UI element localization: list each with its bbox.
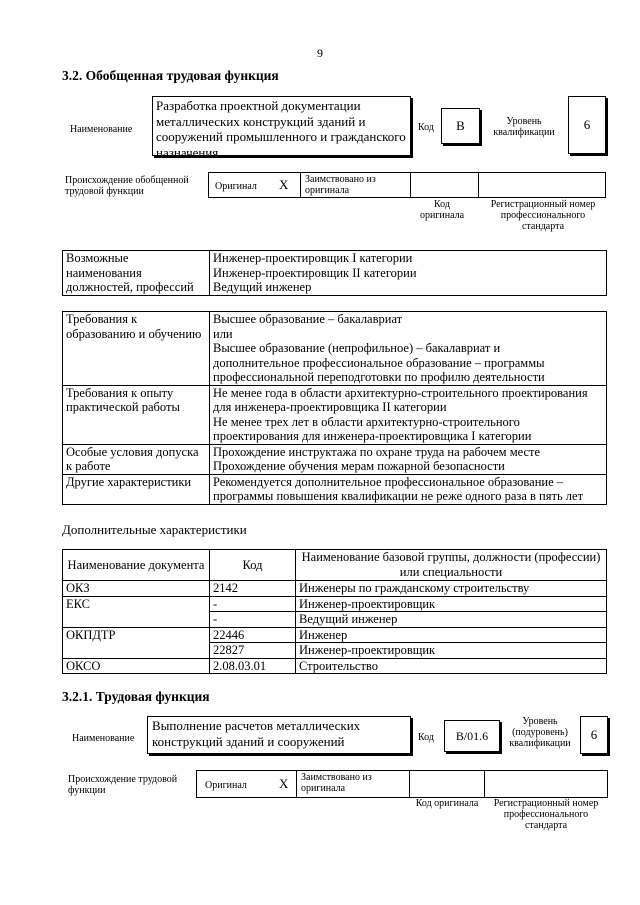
divider [484,771,485,797]
original-label: Оригинал [205,780,247,791]
code-label: Код [418,732,434,743]
task-name: Выполнение расчетов металлических конструкций зданий и сооружений [152,718,361,749]
row-group: Строительство [296,658,607,674]
position-item: Инженер-проектировщик II категории [213,265,417,280]
origin-label: Происхождение обобщенной трудовой функции [65,175,189,197]
req-label: Требования к образованию и обучению [63,312,210,386]
level-label: Уровень (подуровень) квалификации [509,716,571,749]
code-original-label: Код оригинала [415,798,479,809]
level-value: 6 [580,716,608,754]
code-label: Код [418,122,434,133]
req-line: дополнительное профессиональное образование – программы [213,355,545,370]
row-group: Инженер-проектировщик [296,596,607,612]
code-original-label: Код оригинала [419,199,465,221]
req-label: Особые условия допуска к работе [63,444,210,474]
row-code: 2142 [210,581,296,597]
req-line: Прохождение обучения мерам пожарной безопасности [213,459,505,473]
req-line: или [213,326,233,341]
function-name: Разработка проектной документации металлических конструкций зданий и сооружений промышленного и гражданского назначения [156,98,406,160]
positions-label: Возможные наименования должностей, профессий [63,251,210,296]
row-group: Ведущий инженер [296,612,607,628]
reg-number-label: Регистрационный номер профессионального стандарта [490,199,596,232]
row-code: - [210,596,296,612]
table-row [63,596,607,612]
header-group: Наименование базовой группы, должности (профессии) или специальности [296,550,607,581]
row-doc: ОКСО [63,658,210,674]
reg-number-label: Регистрационный номер профессионального стандарта [493,798,599,831]
row-code: 2.08.03.01 [210,658,296,674]
divider [410,173,411,197]
req-line: Прохождение инструктажа по охране труда на рабочем месте [213,444,541,459]
origin-label: Происхождение трудовой функции [68,774,178,796]
row-doc: ОКПДТР [63,627,210,658]
table-row [63,581,607,597]
req-line: проектирования для инженера-проектировщика I категории [213,429,532,443]
req-label: Требования к опыту практической работы [63,385,210,444]
code-value: B [441,108,480,144]
row-group: Инженер-проектировщик [296,643,607,659]
row-group: Инженеры по гражданскому строительству [296,581,607,597]
divider [300,173,301,197]
level-value: 6 [568,96,606,154]
section-title: 3.2. Обобщенная трудовая функция [62,68,279,83]
borrowed-label: Заимствовано из оригинала [301,772,372,794]
positions-table [62,250,607,296]
header-doc: Наименование документа [63,550,210,581]
req-line: Высшее образование (непрофильное) – бакалавриат и [213,341,501,355]
row-code: - [210,612,296,628]
req-line: Не менее трех лет в области архитектурно-строительного [213,414,520,429]
row-group: Инженер [296,627,607,643]
additional-title: Дополнительные характеристики [62,522,247,537]
position-item: Ведущий инженер [213,280,312,294]
req-line: Рекомендуется дополнительное профессиональное образование – [213,474,564,489]
divider [296,771,297,797]
borrowed-label: Заимствовано из оригинала [305,174,376,196]
req-line: Высшее образование – бакалавриат [213,312,403,326]
original-mark: X [279,776,289,791]
req-label: Другие характеристики [63,474,210,504]
subsection-title: 3.2.1. Трудовая функция [62,689,210,704]
original-mark: X [279,177,289,192]
task-name-box [147,716,411,754]
req-line: программы повышения квалификации не реже одного раза в пять лет [213,489,584,503]
page-number: 9 [317,46,323,60]
name-label: Наименование [70,124,133,135]
header-code: Код [210,550,296,581]
row-doc: ЕКС [63,596,210,627]
row-code: 22446 [210,627,296,643]
req-line: для инженера-проектировщика II категории [213,400,447,414]
table-row [63,658,607,674]
origin-table [208,172,606,198]
req-line: Не менее года в области архитектурно-строительного проектирования [213,385,588,400]
additional-table [62,549,607,674]
code-value: B/01.6 [444,720,500,752]
table-row [63,627,607,643]
requirements-table [62,311,607,505]
origin-table [196,770,608,798]
name-label: Наименование [72,733,135,744]
divider [478,173,479,197]
position-item: Инженер-проектировщик I категории [213,251,413,265]
divider [409,771,410,797]
original-label: Оригинал [215,181,257,192]
req-line: профессиональной переподготовки по профилю деятельности [213,370,545,384]
level-label: Уровень квалификации [493,116,555,138]
row-doc: ОКЗ [63,581,210,597]
row-code: 22827 [210,643,296,659]
function-name-box [152,96,411,160]
